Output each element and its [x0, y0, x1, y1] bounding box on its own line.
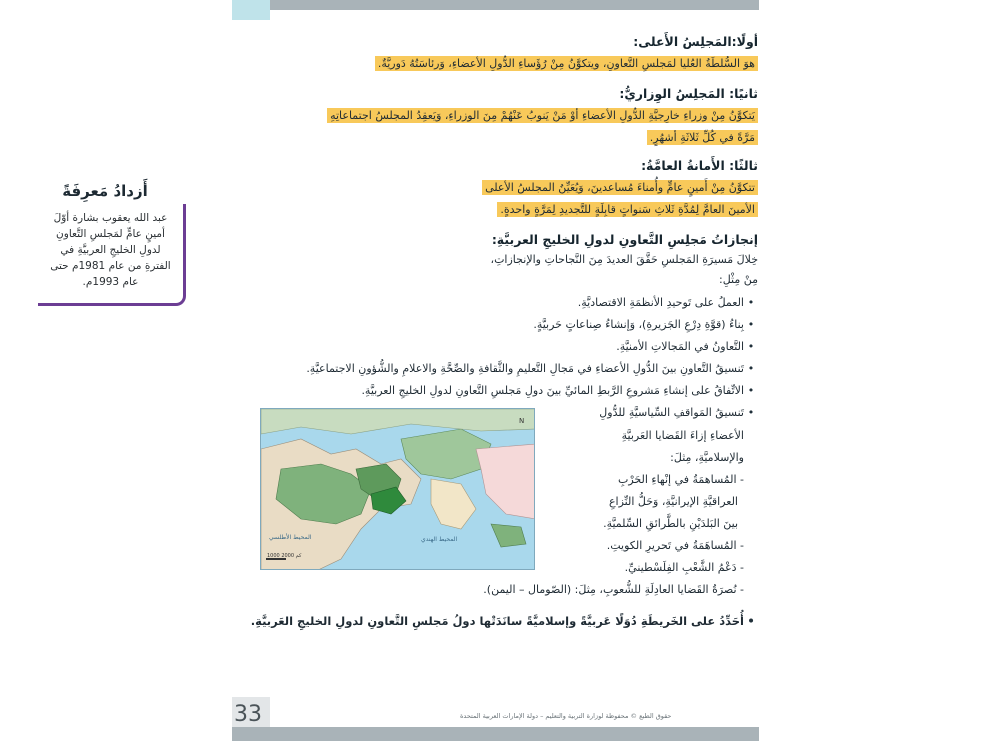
- political-sub3: - دَعْمُ الشَّعْبِ الفِلَسْطينيِّ.: [624, 561, 744, 574]
- political-sub4: - نُصرَةُ القَضايا العادِلَةِ للشُّعوبِ، مِثلَ: (الصّومال – اليمن).: [483, 583, 744, 596]
- section-title-ministerial-council: ثانيًا: المَجلِسُ الوِزاريُّ:: [619, 86, 758, 101]
- page-number: 33: [234, 702, 262, 727]
- achievement-bullet: • العملُ على تَوحيدِ الأنظمَةِ الاقتصاديَّةِ.: [578, 296, 758, 309]
- section-body-ministerial-line2: مَرَّةً في كُلِّ ثَلاثَةِ أشهُرٍ.: [647, 128, 758, 148]
- achievement-bullet: • تَنسيقُ التَّعاونِ بينَ الدُّولِ الأعضاءِ في مَجالِ التَّعليمِ والثَّقافةِ والصِّحَّةِ والاعلامِ والشُّؤونِ الاجتماعيَّةِ.: [306, 362, 758, 375]
- footer-bar: [232, 727, 759, 741]
- top-tab: [232, 0, 270, 20]
- section-body-secretariat-line2: الأمينَ العامَّ لِمُدَّةِ ثَلاثِ سَنواتٍ قابِلَةٍ للتَّجديدِ لِمَرَّةٍ واحدةٍ.: [497, 200, 758, 220]
- map-north-label: N: [519, 417, 525, 425]
- section-body-ministerial-line1: يَتكوَّنُ مِنْ وزراءِ خارِجيَّةِ الدُّولِ الأعضاءِ أوْ مَنْ يَنوبُ عَنْهُمْ مِنَ الوزراءِ، وَيَعقِدُ المجلسُ اجتماعاتِهِ: [327, 106, 758, 126]
- achievements-intro-line2: مِنْ مِثْلِ:: [718, 273, 758, 286]
- political-line3: والإسلاميَّةِ، مِثلَ:: [670, 451, 744, 464]
- political-sub2: - المُساهَمَةُ في تَحريرِ الكويتِ.: [606, 539, 744, 552]
- political-line2: الأعضاءِ إزاءَ القَضايا العَربيَّةِ: [621, 429, 744, 442]
- political-sub1-line3: بينَ البَلدَيْنِ بالطَّرائقِ السِّلميَّةِ.: [603, 517, 738, 530]
- page-content: [238, 20, 758, 700]
- political-sub1-line2: العراقيَّةِ الإيرانيَّةِ، وَحَلُّ النِّزاعِ: [608, 495, 738, 508]
- section-title-secretariat: ثالثًا: الأَمانةُ العامَّةُ:: [641, 158, 758, 173]
- map-indian-label: المحيط الهندي: [421, 536, 458, 543]
- achievements-intro-line1: خِلالَ مَسيرَةِ المَجلسِ حَقَّقَ العديدَ مِنَ النَّجاحاتِ والإنجازاتِ،: [490, 253, 758, 266]
- map-scale-label: 1000 2000 كم: [267, 553, 302, 559]
- section-title-supreme-council: أولًا:المَجلِسُ الأَعلى:: [633, 34, 758, 49]
- top-bar: [232, 0, 759, 10]
- achievement-bullet: • بِناءُ (قوَّةِ دِرْعِ الجَزيرةِ)، وَإنشاءُ صِناعاتٍ حَربيَّةٍ.: [533, 318, 758, 331]
- achievement-bullet: • الاتِّفاقُ على إنشاءِ مَشروعِ الرَّبطِ المائيِّ بينَ دولِ مَجلسِ التَّعاونِ لدولِ الخليجِ العربيَّةِ.: [361, 384, 758, 397]
- political-sub1-line1: - المُساهمَةُ في إنْهاءِ الحَرْبِ: [617, 473, 744, 486]
- knowledge-box-title: أَزدادُ مَعرِفَةً: [62, 182, 148, 200]
- map-atlantic-label: المحيط الأطلسي: [269, 534, 312, 541]
- achievement-bullet-political: • تَنسيقُ المَواقفِ السِّياسيَّةِ للدُّولِ: [599, 406, 758, 419]
- activity-instruction: • أُحَدِّدُ على الخَريطَةِ دُوَلًا عَربيَّةً وإسلاميَّةً سانَدَتْها دولُ مَجلسِ التَّعاونِ لدولِ الخليجِ العَربيَّةِ.: [251, 614, 758, 628]
- section-body-secretariat-line1: تتكوَّنُ مِنْ أَمينٍ عامٍّ وأُمناءَ مُساعدينَ، وَيُعَيِّنُ المجلسُ الأعلى: [482, 178, 758, 198]
- achievements-title: إنجازاتُ مَجلِسِ التَّعاونِ لدولِ الخليجِ العربيَّةِ:: [491, 232, 758, 247]
- gcc-map: [260, 408, 535, 570]
- section-body-supreme-council: هوَ السُّلطَةُ العُليا لمَجلسِ التَّعاونِ، ويتكوَّنُ مِنْ رُؤَساءِ الدُّولِ الأعضاءِ، وَرئاسَتُهُ دَوريَّةٌ.: [375, 54, 758, 74]
- achievement-bullet: • التَّعاونُ في المَجالاتِ الأمنيَّةِ.: [616, 340, 758, 353]
- credit-line: حقوق الطبع © محفوظة لوزارة التربية والتعليم – دولة الإمارات العربية المتحدة: [460, 712, 672, 720]
- map-graphic: [261, 409, 535, 570]
- knowledge-box: [38, 204, 186, 306]
- knowledge-box-text: عبد الله يعقوب بشارة أوّلَ أمينٍ عامٍّ لمَجلسِ التَّعاونِ لدولِ الخليجِ العربيَّةِ في الفترةِ من عام 1981م حتى عام 1993م.: [50, 212, 171, 288]
